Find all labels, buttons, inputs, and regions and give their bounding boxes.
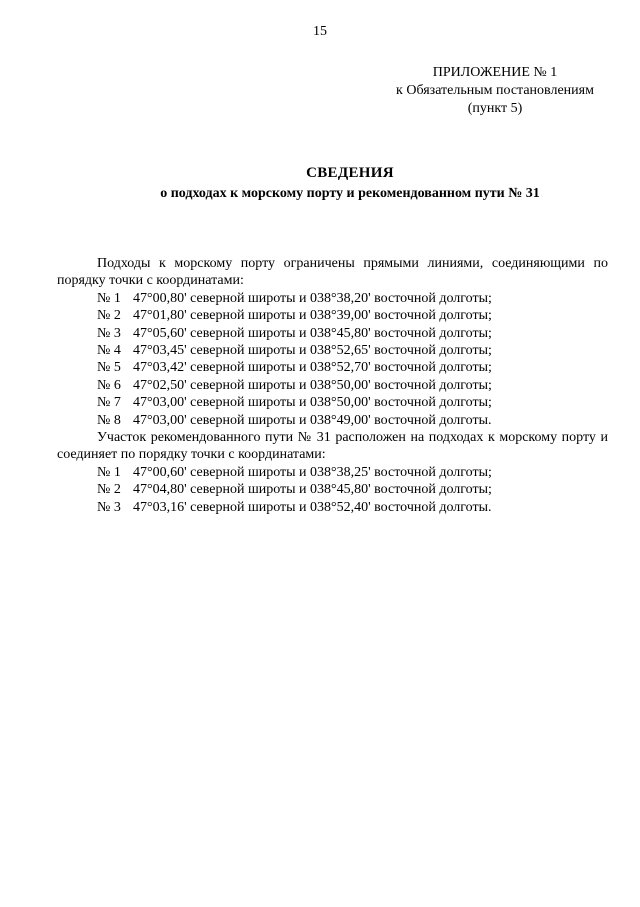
point-coordinates: 47°03,45' северной широты и 038°52,65' восточной долготы; — [133, 343, 492, 359]
approach-point — [57, 377, 608, 394]
point-coordinates: 47°02,50' северной широты и 038°50,00' восточной долготы; — [133, 377, 492, 393]
approaches-list — [57, 290, 608, 429]
point-coordinates: 47°03,00' северной широты и 038°49,00' восточной долготы. — [133, 412, 492, 428]
page-number: 15 — [313, 24, 327, 39]
route-point — [57, 481, 608, 498]
approach-point — [57, 412, 608, 429]
route-list — [57, 464, 608, 516]
point-coordinates: 47°00,60' северной широты и 038°38,25' восточной долготы; — [133, 464, 492, 480]
point-number: № 2 — [97, 308, 121, 324]
point-number: № 8 — [97, 412, 121, 428]
point-coordinates: 47°03,16' северной широты и 038°52,40' восточной долготы. — [133, 499, 492, 515]
appendix-reference: к Обязательным постановлениям — [396, 83, 594, 98]
point-number: № 2 — [97, 482, 121, 498]
appendix-title: ПРИЛОЖЕНИЕ № 1 — [432, 65, 558, 80]
point-number: № 4 — [97, 343, 121, 359]
point-number: № 3 — [97, 325, 121, 341]
point-number: № 7 — [97, 395, 121, 411]
route-point — [57, 464, 608, 481]
appendix-block — [380, 64, 610, 118]
point-coordinates: 47°03,00' северной широты и 038°50,00' восточной долготы; — [133, 395, 492, 411]
point-coordinates: 47°00,80' северной широты и 038°38,20' восточной долготы; — [133, 290, 492, 306]
route-intro: Участок рекомендованного пути № 31 расположен на подходах к морскому порту и соединяет по порядку точки с координатами: — [57, 430, 608, 463]
point-coordinates: 47°01,80' северной широты и 038°39,00' восточной долготы; — [133, 308, 492, 324]
point-coordinates: 47°03,42' северной широты и 038°52,70' восточной долготы; — [133, 360, 492, 376]
point-number: № 6 — [97, 377, 121, 393]
point-coordinates: 47°05,60' северной широты и 038°45,80' восточной долготы; — [133, 325, 492, 341]
route-point — [57, 499, 608, 516]
approach-point — [57, 307, 608, 324]
appendix-clause: (пункт 5) — [467, 101, 523, 116]
document-subtitle: о подходах к морскому порту и рекомендованном пути № 31 — [160, 186, 540, 201]
approach-point — [57, 342, 608, 359]
approach-point — [57, 325, 608, 342]
point-number: № 1 — [97, 464, 121, 480]
point-coordinates: 47°04,80' северной широты и 038°45,80' восточной долготы; — [133, 482, 492, 498]
document-title: СВЕДЕНИЯ — [306, 165, 394, 181]
point-number: № 5 — [97, 360, 121, 376]
document-body — [57, 255, 608, 516]
point-number: № 3 — [97, 499, 121, 515]
approaches-intro: Подходы к морскому порту ограничены прямыми линиями, соединяющими по порядку точки с координатами: — [57, 256, 608, 289]
approach-point — [57, 394, 608, 411]
point-number: № 1 — [97, 290, 121, 306]
approach-point — [57, 290, 608, 307]
approach-point — [57, 359, 608, 376]
